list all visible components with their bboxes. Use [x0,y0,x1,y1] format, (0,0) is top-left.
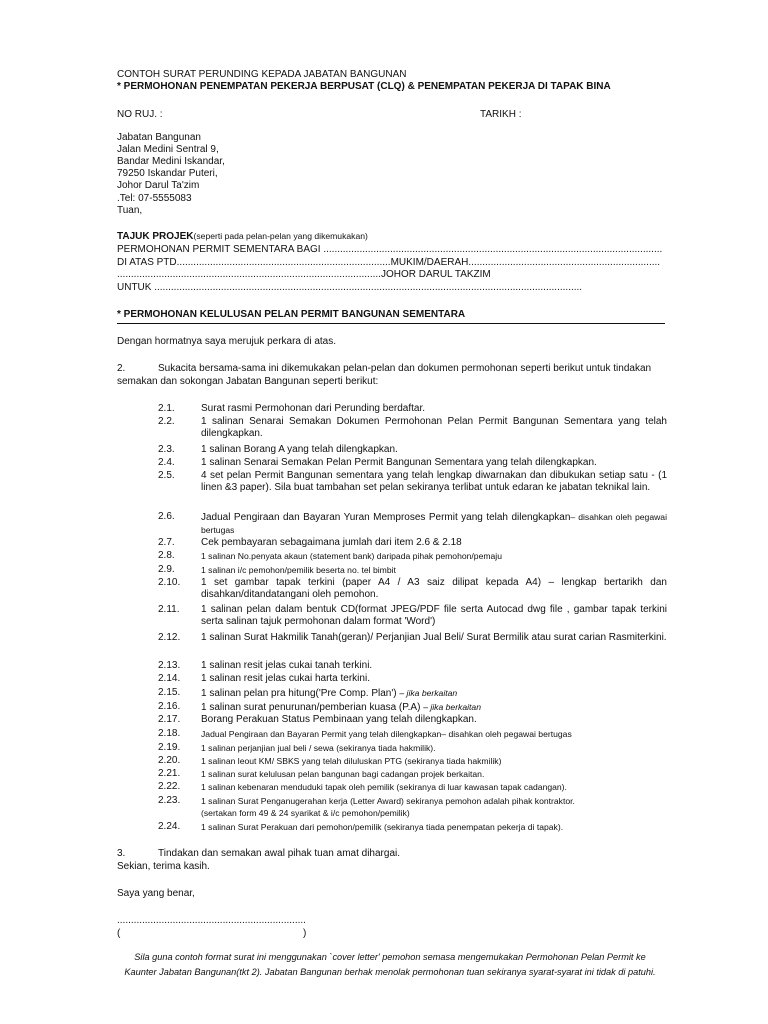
item-number: 2.9. [158,564,175,575]
item-number: 2.15. [158,687,181,698]
project-line: PERMOHONAN PERMIT SEMENTARA BAGI .......................................................................................................................... [117,244,663,255]
address-line: Johor Darul Ta'zim [117,180,200,191]
para-text-cont: semakan dan sokongan Jabatan Bangunan seperti berikut: [117,376,379,387]
item-text-note: – jika berkaitan [423,702,481,712]
item-number: 2.14. [158,673,181,684]
header-title: CONTOH SURAT PERUNDING KEPADA JABATAN BANGUNAN [117,69,407,80]
item-number: 2.21. [158,768,181,779]
address-tel: .Tel: 07-5555083 [117,193,192,204]
item-number: 2.8. [158,550,175,561]
item-number: 2.12. [158,632,181,643]
item-text [201,687,667,700]
project-title [117,230,368,243]
item-number: 2.11. [158,604,180,615]
item-text: Borang Perakuan Status Pembinaan yang telah dilengkapkan. [201,714,477,725]
item-number: 2.5. [158,470,175,481]
item-text-cont: (sertakan form 49 & 24 syarikat & i/c pemohon/pemilik) [201,808,410,818]
item-text-note: – jika berkaitan [399,688,458,698]
item-text: 1 salinan kebenaran menduduki tapak oleh pemilik (sekiranya di luar kawasan tapak cadangan). [201,782,567,792]
item-text: 1 salinan Senarai Semakan Pelan Permit Bangunan Sementara yang telah dilengkapkan. [201,457,597,468]
project-line: DI ATAS PTD.............................................................................MUKIM/DAERAH..................................................................... [117,257,661,268]
item-text: 1 salinan Surat Penganugerahan kerja (Letter Award) sekiranya pemohon adalah pihak kontraktor. [201,796,575,806]
sign-off: Saya yang benar, [117,888,195,899]
item-text: 1 salinan resit jelas cukai tanah terkini. [201,660,373,671]
greeting: Dengan hormatnya saya merujuk perkara di atas. [117,336,337,347]
item-text: 1 salinan Surat Perakuan dari pemohon/pemilik (sekiranya tiada penempatan pekerja di tapak). [201,822,564,832]
item-number: 2.19. [158,742,181,753]
project-line: UNTUK .......................................................................................................................................................... [117,282,583,293]
item-text: 1 set gambar tapak terkini (paper A4 / A3 saiz dilipat kepada A4) – lengkap bertarikh dan disahkan/ditandatangani oleh pemohon. [201,577,667,600]
project-title-note: (seperti pada pelan-pelan yang dikemukakan) [193,231,368,241]
address-line: Jabatan Bangunan [117,132,201,143]
item-number: 2.16. [158,701,181,712]
item-number: 2.23. [158,795,181,806]
name-paren-open: ( [117,928,121,939]
name-paren-close: ) [303,928,307,939]
item-text: 1 salinan resit jelas cukai harta terkini. [201,673,370,684]
item-number: 2.2. [158,416,175,427]
item-number: 2.24. [158,821,181,832]
item-text: 1 salinan Senarai Semakan Dokumen Permohonan Pelan Permit Bangunan Sementara yang telah dilengkapkan. [201,416,667,439]
para-text: Sukacita bersama-sama ini dikemukakan pelan-pelan dan dokumen permohonan seperti berikut untuk tindakan [158,363,652,374]
item-number: 2.7. [158,537,175,548]
item-number: 2.3. [158,444,175,455]
footer-line: Sila guna contoh format surat ini menggunakan `cover letter' pemohon semasa mengemukakan Permohonan Pelan Permit ke [134,952,646,962]
item-number: 2.20. [158,755,181,766]
item-text: 1 salinan Borang A yang telah dilengkapkan. [201,444,398,455]
header-subtitle: * PERMOHONAN PENEMPATAN PEKERJA BERPUSAT (CLQ) & PENEMPATAN PEKERJA DI TAPAK BINA [117,81,611,92]
item-text: 1 salinan No.penyata akaun (statement bank) daripada pihak pemohon/pemaju [201,551,502,561]
item-text [201,511,667,537]
item-number: 2.22. [158,781,181,792]
para-text: Tindakan dan semakan awal pihak tuan amat dihargai. [158,848,401,859]
ref-number-label: NO RUJ. : [117,109,163,120]
item-text [201,701,667,714]
signature-line: .................................................................... [117,915,306,926]
address-line: 79250 Iskandar Puteri, [117,168,218,179]
item-text: 1 salinan leout KM/ SBKS yang telah diluluskan PTG (sekiranya tiada hakmilik) [201,756,502,766]
item-number: 2.4. [158,457,175,468]
item-text-main: 1 salinan pelan pra hitung('Pre Comp. Plan') [201,688,400,699]
item-text: 1 salinan surat kelulusan pelan bangunan bagi cadangan projek berkaitan. [201,769,485,779]
item-text: Cek pembayaran sebagaimana jumlah dari item 2.6 & 2.18 [201,537,462,548]
item-number: 2.17. [158,714,181,725]
item-text: 1 salinan Surat Hakmilik Tanah(geran)/ Perjanjian Jual Beli/ Surat Bermilik atau surat carian Rasmiterkini. [201,632,667,643]
subject-line: * PERMOHONAN KELULUSAN PELAN PERMIT BANGUNAN SEMENTARA [117,309,466,320]
item-text-main: 1 salinan surat penurunan/pemberian kuasa (P.A) [201,702,424,713]
salutation: Tuan, [117,205,143,216]
project-line: ...............................................................................................JOHOR DARUL TAKZIM [117,269,491,280]
item-text: 1 salinan perjanjian jual beli / sewa (sekiranya tiada hakmilik). [201,743,436,753]
project-title-label: TAJUK PROJEK [117,231,194,242]
item-number: 2.10. [158,577,181,588]
item-number: 2.18. [158,728,181,739]
date-label: TARIKH : [480,109,522,120]
item-text: Jadual Pengiraan dan Bayaran Permit yang telah dilengkapkan– disahkan oleh pegawai bertugas [201,729,572,739]
item-number: 2.6. [158,511,175,522]
address-line: Jalan Medini Sentral 9, [117,144,219,155]
para-number: 2. [117,363,126,374]
item-number: 2.1. [158,403,175,414]
item-number: 2.13. [158,660,181,671]
subject-underline [117,323,665,324]
item-text-main: Jadual Pengiraan dan Bayaran Yuran Memproses Permit yang telah dilengkapkan [201,512,571,523]
address-line: Bandar Medini Iskandar, [117,156,225,167]
footer-line: Kaunter Jabatan Bangunan(tkt 2). Jabatan Bangunan berhak menolak permohonan tuan sekiranya syarat-syarat ini tidak di patuhi. [124,967,656,977]
closing-thanks: Sekian, terima kasih. [117,861,210,872]
item-text: 1 salinan i/c pemohon/pemilik beserta no. tel bimbit [201,565,396,575]
footer-note [112,950,668,980]
item-text-note: – disahkan oleh pegawai bertugas [201,512,667,535]
item-text: 1 salinan pelan dalam bentuk CD(format JPEG/PDF file serta Autocad dwg file , gambar tapak terkini serta salinan tajuk permohonan dalam format 'Word') [201,604,667,627]
item-text: 4 set pelan Permit Bangunan sementara yang telah lengkap diwarnakan dan dibukukan setiap satu - (1 linen &3 paper). Sila buat tambahan set pelan sekiranya terlibat untuk edaran ke jabatan teknikal lain. [201,470,667,493]
para-number: 3. [117,848,126,859]
item-text: Surat rasmi Permohonan dari Perunding berdaftar. [201,403,426,414]
